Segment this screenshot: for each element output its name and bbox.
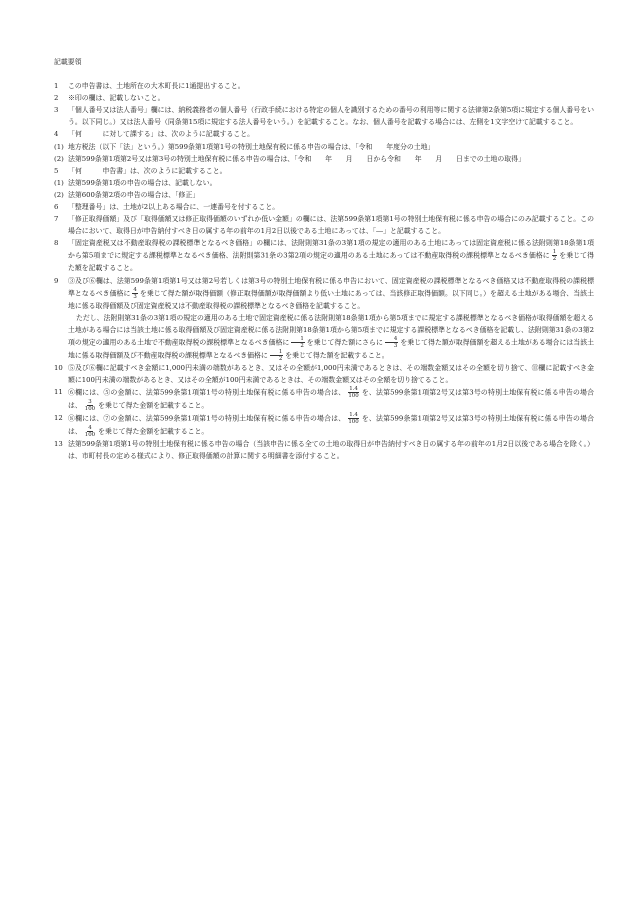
item-number: 2: [54, 94, 59, 103]
instruction-item-13: [54, 438, 594, 462]
item-11-text-c: を乗じて得た金額を記載すること。: [98, 401, 209, 410]
instruction-item-8: [54, 237, 594, 274]
item-number: 5: [54, 166, 59, 175]
fraction-denominator: 2: [278, 355, 283, 362]
instruction-item-5: [54, 165, 594, 177]
item-number: 10: [54, 363, 63, 372]
item-text: 「何 に対して課する」は、次のように記載すること。: [68, 130, 255, 139]
sub-text: 地方税法（以下「法」という。）第599条第1項第1号の特別土地保有税に係る申告の場合は、「令和 年度分の土地」: [68, 142, 435, 151]
document-title: 記載要領: [54, 58, 82, 66]
fraction-numerator: 4: [133, 286, 137, 293]
fraction-numerator: 1: [552, 249, 557, 256]
item-8-text-after: を乗じて得た額を記載すること。: [68, 251, 594, 273]
item-9-text-d: を乗じて得た額にさらに: [306, 338, 383, 347]
item-number: 8: [54, 239, 59, 248]
fraction-denominator: 2: [300, 342, 304, 349]
fraction-denominator: 100: [84, 432, 96, 439]
fraction-one-half: [552, 249, 557, 262]
item-text: 「修正取得価額」及び「取得価額又は修正取得価額のいずれか低い金額」の欄には、法第599条第1項第1号の特別土地保有税に係る申告の場合にのみ記載すること。この場合において、取得日が申告納付すべき日の属する年の前年の1月2日以後である土地にあっては、「―」と記載すること。: [68, 215, 594, 236]
item-text: 「個人番号又は法人番号」欄には、納税義務者の個人番号（行政手続における特定の個人を識別するための番号の利用等に関する法律第2条第5項に規定する個人番号をいう。以下同じ。）又は法人番号（同条第15項に規定する法人番号をいう。）を記載すること。なお、個人番号を記載する場合には、左側を1文字空けて記載すること。: [68, 106, 594, 127]
sub-number: (2): [54, 154, 64, 163]
sub-number: (2): [54, 190, 64, 199]
item-12-text-b: を、法第599条第1項第2号又は第3号の特別土地保有税に係る申告の場合は、: [68, 414, 594, 436]
fraction-one-half: [270, 349, 283, 362]
item-number: 9: [54, 276, 59, 285]
sub-number: (1): [54, 142, 64, 151]
fraction-four-thirds: [132, 287, 137, 300]
instruction-item-11: [54, 386, 594, 412]
instruction-item-3: [54, 104, 594, 128]
item-11-text-a: ⑥欄には、⑤の金額に、法第599条第1項第1号の特別土地保有税に係る申告の場合は、: [68, 388, 346, 397]
item-text: [68, 386, 594, 412]
item-number: 12: [54, 414, 63, 423]
item-text: ⑤及び⑥欄に記載すべき金額に1,000円未満の端数があるとき、又はその全額が1,000円未満であるときは、その端数金額又はその全額を切り捨て、⑪欄に記載すべき金額に100円未満の端数があるとき、又はその全額が100円未満であるときは、その端数金額又はその全額を切り捨てること。: [68, 363, 594, 384]
item-number: 3: [54, 106, 59, 115]
fraction-denominator: 100: [348, 393, 359, 400]
fraction-numerator: 4: [88, 425, 92, 432]
item-9-paragraph-2: [68, 312, 594, 362]
fraction-rate-3: [84, 399, 96, 412]
item-text: [68, 412, 594, 438]
fraction-numerator: 4: [385, 336, 398, 343]
fraction-rate-1-4: [347, 386, 359, 399]
item-9-text-a: ③及び⑥欄は、法第599条第1項第1号又は第2号若しくは第3号の特別土地保有税に係る申告において、固定資産税の課税標準となるべき価格又は不動産取得税の課税標準となるべき価格に: [68, 276, 594, 298]
item-text: 「整理番号」は、土地が2以上ある場合に、一連番号を付すること。: [68, 203, 280, 212]
item-9-paragraph-1: [68, 275, 594, 312]
item-number: 4: [54, 130, 59, 139]
item-number: 11: [54, 388, 63, 397]
fraction-denominator: 100: [84, 406, 96, 413]
fraction-denominator: 3: [133, 293, 137, 300]
instruction-item-6: [54, 201, 594, 213]
fraction-one-half: [291, 336, 304, 349]
instruction-item-2: [54, 92, 594, 104]
item-number: 7: [54, 215, 59, 224]
fraction-numerator: 1.4: [349, 386, 358, 393]
fraction-numerator: 1.4: [349, 412, 358, 419]
item-text: ※印の欄は、記載しないこと。: [68, 94, 165, 103]
instructions-document: [54, 56, 594, 462]
item-text: [68, 275, 594, 362]
fraction-rate-1-4: [347, 412, 359, 425]
sub-text: 法第599条第1項の申告の場合は、記載しない。: [68, 178, 217, 187]
instruction-item-1: [54, 80, 594, 92]
instruction-item-10: [54, 362, 594, 386]
fraction-rate-4: [84, 425, 96, 438]
item-number: 13: [54, 440, 63, 449]
item-11-text-b: を、法第599条第1項第2号又は第3号の特別土地保有税に係る申告の場合は、: [68, 388, 594, 410]
item-9-text-e: を乗じて得た額が取得価額を超える土地がある場合には当該土地に係る取得価額及び不動産取得税の課税標準となるべき価格に: [68, 338, 595, 360]
item-4-sub-1: [54, 141, 594, 153]
item-12-text-a: ⑧欄には、⑦の金額に、法第599条第1項第1号の特別土地保有税に係る申告の場合は、: [68, 414, 346, 423]
item-12-text-c: を乗じて得た金額を記載すること。: [98, 427, 209, 436]
fraction-four-thirds: [385, 336, 398, 349]
fraction-numerator: 1: [270, 349, 283, 356]
item-text: [68, 237, 594, 274]
sub-text: 法第599条第1項第2号又は第3号の特別土地保有税に係る申告の場合は、「令和 年 月 日から令和 年 月 日までの土地の取得」: [68, 154, 525, 163]
item-text: 「何 申告書」は、次のように記載すること。: [68, 166, 227, 175]
sub-number: (1): [54, 178, 64, 187]
fraction-numerator: 3: [88, 399, 92, 406]
fraction-denominator: 3: [393, 342, 398, 349]
item-9-text-f: を乗じて得た額を記載すること。: [285, 351, 389, 360]
sub-text: 法第600条第2項の申告の場合は、「修正」: [68, 190, 200, 199]
instruction-item-9: [54, 275, 594, 362]
item-text: 法第599条第1項第1号の特別土地保有税に係る申告の場合（当該申告に係る全ての土地の取得日が申告納付すべき日の属する年の前年の1月2日以後である場合を除く。）は、市町村長の定める様式により、修正取得価額の計算に関する明細書を添付すること。: [68, 440, 594, 461]
instruction-item-4: [54, 128, 594, 140]
item-number: 6: [54, 203, 59, 212]
item-9-text-c: ただし、法附則第31条の3第1項の規定の適用のある土地で固定資産税に係る法附則第18条第1項から第5項までに規定する課税標準となるべき価格が取得価額を超える土地がある場合には当該土地に係る取得価額及び固定資産税に係る法附則第18条第1項から第5項までに規定する課税標準となるべき価格を記載し、法附則第31条の3第2項の規定の適用のある土地で不動産取得税の課税標準となるべき価格に: [68, 313, 594, 347]
instruction-item-12: [54, 412, 594, 438]
fraction-numerator: 1: [291, 336, 304, 343]
fraction-denominator: 2: [552, 256, 557, 263]
instruction-item-7: [54, 213, 594, 237]
item-8-text-before: 「固定資産税又は不動産取得税の課税標準となるべき価格」の欄には、法附則第31条の3第1項の規定の適用のある土地にあっては固定資産税に係る法附則第18条第1項から第5項までに規定する課税標準となるべき価格、法附則第31条の3第2項の規定の適用のある土地にあっては不動産取得税の課税標準となるべき価格に: [68, 239, 594, 260]
item-text: この申告書は、土地所在の大木町長に1通提出すること。: [68, 82, 245, 91]
item-4-sub-2: [54, 153, 594, 165]
item-9-text-b: を乗じて得た額が取得価額（修正取得価額が取得価額より低い土地にあっては、当該修正取得価額。以下同じ。）を超える土地がある場合、当該土地に係る取得価額及び固定資産税又は不動産取得税の課税標準となるべき価格を記載すること。: [68, 289, 595, 310]
item-5-sub-2: [54, 189, 594, 201]
fraction-denominator: 100: [348, 419, 359, 426]
item-number: 1: [54, 82, 59, 91]
item-5-sub-1: [54, 177, 594, 189]
